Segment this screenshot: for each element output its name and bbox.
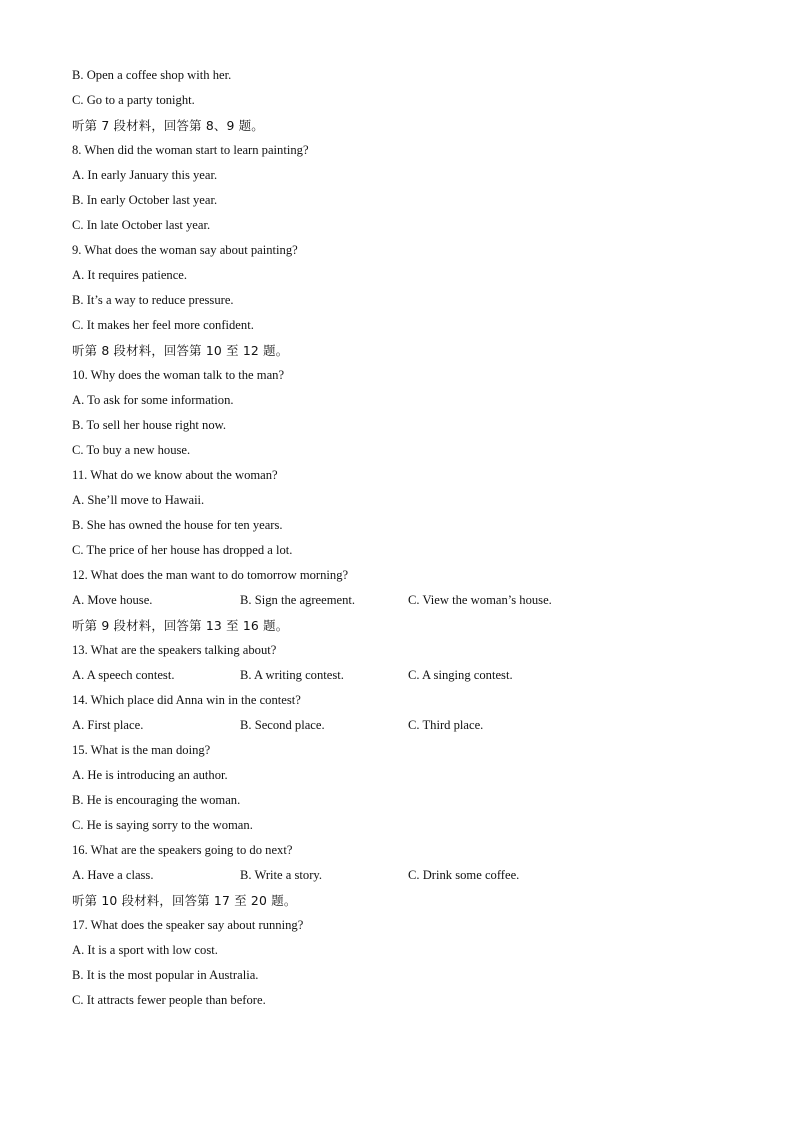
answer-option: B. Open a coffee shop with her. <box>72 68 232 82</box>
answer-option: B. It is the most popular in Australia. <box>72 968 259 982</box>
answer-option: A. First place. <box>72 718 144 732</box>
answer-option: B. A writing contest. <box>240 668 344 682</box>
section-instruction: 听第 7 段材料，回答第 8、9 题。 <box>72 118 264 133</box>
answer-option: A. Move house. <box>72 593 153 607</box>
question-text: 8. When did the woman start to learn painting? <box>72 143 309 157</box>
section-instruction: 听第 8 段材料，回答第 10 至 12 题。 <box>72 343 289 358</box>
question-text: 16. What are the speakers going to do next? <box>72 843 293 857</box>
answer-option: C. It attracts fewer people than before. <box>72 993 266 1007</box>
answer-option: B. In early October last year. <box>72 193 218 207</box>
section-instruction: 听第 10 段材料，回答第 17 至 20 题。 <box>72 893 297 908</box>
answer-option: B. Second place. <box>240 718 325 732</box>
answer-option: C. The price of her house has dropped a lot. <box>72 543 293 557</box>
answer-option: C. Third place. <box>408 718 484 732</box>
answer-option: A. In early January this year. <box>72 168 218 182</box>
option-row <box>72 713 722 738</box>
answer-option: B. He is encouraging the woman. <box>72 793 241 807</box>
answer-option: A. A speech contest. <box>72 668 175 682</box>
option-row <box>72 588 722 613</box>
answer-option: B. It’s a way to reduce pressure. <box>72 293 234 307</box>
answer-option: C. It makes her feel more confident. <box>72 318 254 332</box>
answer-option: A. Have a class. <box>72 868 154 882</box>
section-instruction: 听第 9 段材料，回答第 13 至 16 题。 <box>72 618 289 633</box>
answer-option: C. He is saying sorry to the woman. <box>72 818 253 832</box>
question-text: 10. Why does the woman talk to the man? <box>72 368 285 382</box>
question-text: 17. What does the speaker say about running? <box>72 918 304 932</box>
answer-option: B. Sign the agreement. <box>240 593 356 607</box>
answer-option: C. A singing contest. <box>408 668 513 682</box>
answer-option: C. To buy a new house. <box>72 443 191 457</box>
question-text: 11. What do we know about the woman? <box>72 468 278 482</box>
answer-option: C. Go to a party tonight. <box>72 93 195 107</box>
answer-option: C. Drink some coffee. <box>408 868 520 882</box>
answer-option: C. View the woman’s house. <box>408 593 552 607</box>
answer-option: A. To ask for some information. <box>72 393 234 407</box>
option-row <box>72 663 722 688</box>
question-text: 13. What are the speakers talking about? <box>72 643 277 657</box>
answer-option: A. It is a sport with low cost. <box>72 943 218 957</box>
question-text: 15. What is the man doing? <box>72 743 211 757</box>
answer-option: B. To sell her house right now. <box>72 418 227 432</box>
option-row <box>72 863 722 888</box>
question-text: 14. Which place did Anna win in the contest? <box>72 693 301 707</box>
question-text: 9. What does the woman say about painting? <box>72 243 298 257</box>
answer-option: B. Write a story. <box>240 868 323 882</box>
answer-option: C. In late October last year. <box>72 218 211 232</box>
answer-option: A. It requires patience. <box>72 268 188 282</box>
answer-option: A. He is introducing an author. <box>72 768 228 782</box>
exam-content <box>72 63 722 1013</box>
question-text: 12. What does the man want to do tomorrow morning? <box>72 568 349 582</box>
answer-option: A. She’ll move to Hawaii. <box>72 493 205 507</box>
answer-option: B. She has owned the house for ten years. <box>72 518 283 532</box>
